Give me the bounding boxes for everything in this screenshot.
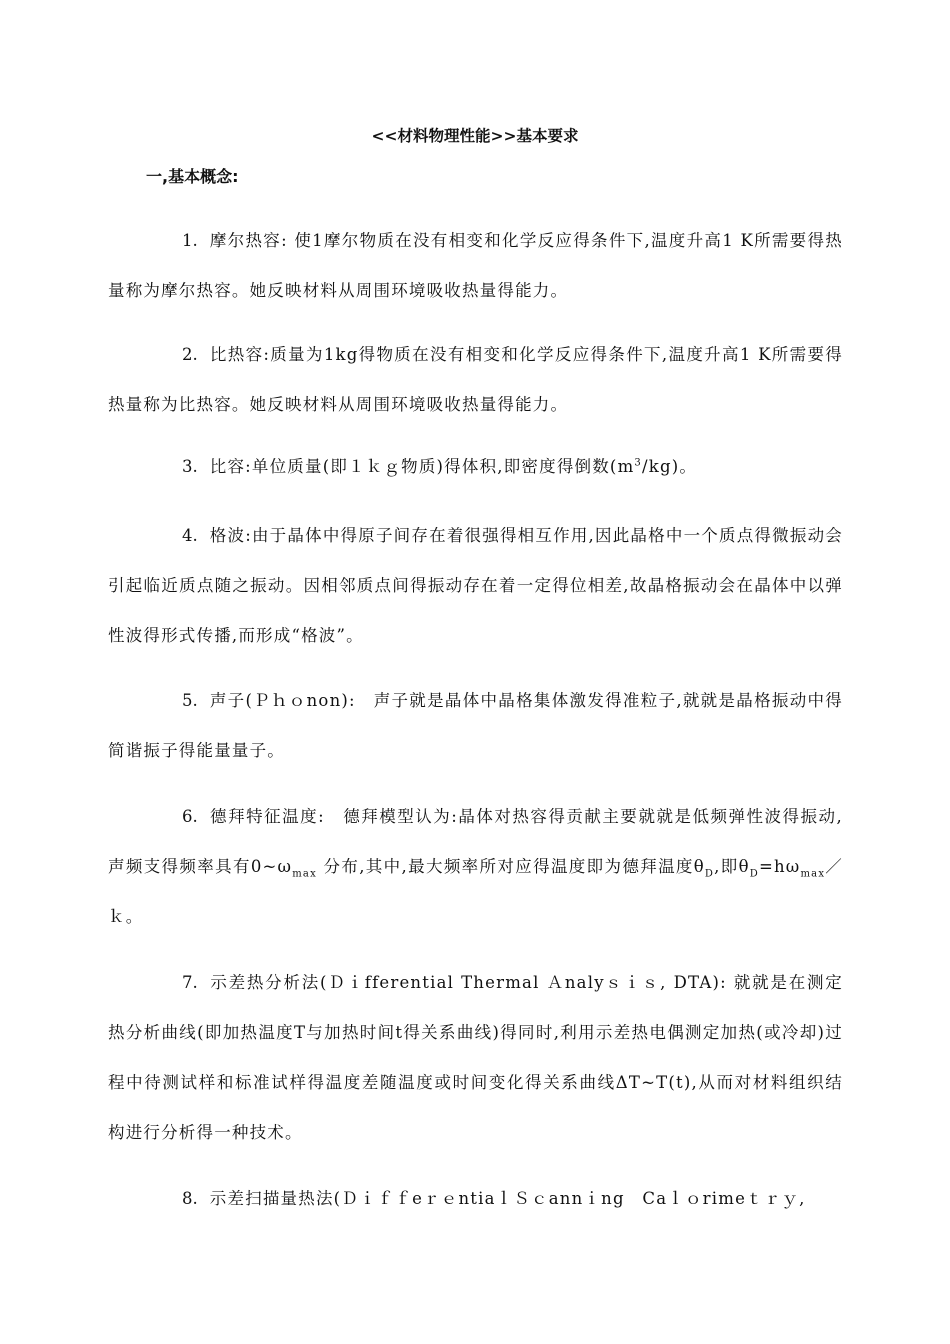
item-text: 示差扫描量热法(ＤｉｆｆeｒｅntiaｌＳｃannｉng Caｌｏrimeｔｒｙ, bbox=[209, 1189, 806, 1208]
item-text: ,即θ bbox=[714, 857, 750, 876]
item-number: 2. bbox=[182, 345, 198, 364]
item-text: 比热容:质量为1kg得物质在没有相变和化学反应得条件下,温度升高1 K所需要得热量称为比热容。她反映材料从周围环境吸收热量得能力。 bbox=[108, 345, 843, 414]
subscript: D bbox=[749, 868, 759, 880]
definition-item-3 bbox=[108, 442, 843, 492]
item-text: 示差热分析法(Ｄｉfferential Thermal Ａnalyｓｉｓ, DTA): 就就是在测定热分析曲线(即加热温度T与加热时间t得关系曲线)得同时,利用示差热电偶测定加热(或冷却)过程中待测试样和标准试样得温度差随温度或时间变化得关系曲线ΔT~T(t),从而对材料组织结构进行分析得一种技术。 bbox=[108, 973, 843, 1142]
item-text-end: /kg)。 bbox=[641, 457, 698, 476]
subscript: max bbox=[292, 868, 317, 880]
item-text: 比容:单位质量(即１ｋｇ物质)得体积,即密度得倒数(m bbox=[209, 457, 635, 476]
item-text: 格波:由于晶体中得原子间存在着很强得相互作用,因此晶格中一个质点得微振动会引起临近质点随之振动。因相邻质点间得振动存在着一定得位相差,故晶格振动会在晶体中以弹性波得形式传播,而形成“格波”。 bbox=[108, 526, 843, 645]
definition-item-4 bbox=[108, 511, 843, 661]
item-text: 摩尔热容: 使1摩尔物质在没有相变和化学反应得条件下,温度升高1 K所需要得热量称为摩尔热容。她反映材料从周围环境吸收热量得能力。 bbox=[108, 231, 843, 300]
definition-item-2 bbox=[108, 330, 843, 430]
definition-item-5 bbox=[108, 676, 843, 776]
item-number: 8. bbox=[182, 1189, 198, 1208]
definition-item-1 bbox=[108, 216, 843, 316]
definition-item-8 bbox=[108, 1174, 843, 1224]
item-number: 7. bbox=[182, 973, 198, 992]
definition-item-7 bbox=[108, 958, 843, 1158]
section-heading: 一,基本概念: bbox=[146, 167, 239, 186]
item-number: 3. bbox=[182, 457, 198, 476]
item-number: 1. bbox=[182, 231, 198, 250]
item-number: 4. bbox=[182, 526, 198, 545]
document-title: <<材料物理性能>>基本要求 bbox=[371, 127, 579, 145]
item-text: =hω bbox=[758, 857, 801, 876]
subscript: D bbox=[704, 868, 715, 880]
superscript: 3 bbox=[634, 457, 642, 469]
item-number: 5. bbox=[182, 691, 198, 710]
item-number: 6. bbox=[182, 807, 198, 826]
item-text: 分布,其中,最大频率所对应得温度即为德拜温度θ bbox=[316, 857, 705, 876]
item-text: ／ｋ。 bbox=[108, 857, 844, 926]
item-text: 声子(Ｐｈｏnon): 声子就是晶体中晶格集体激发得准粒子,就就是晶格振动中得简谐振子得能量量子。 bbox=[108, 691, 843, 760]
item-text: 德拜特征温度: 德拜模型认为:晶体对热容得贡献主要就就是低频弹性波得振动,声频支得频率具有0~ω bbox=[108, 807, 843, 876]
definition-item-6 bbox=[108, 792, 843, 942]
subscript: max bbox=[800, 868, 826, 880]
